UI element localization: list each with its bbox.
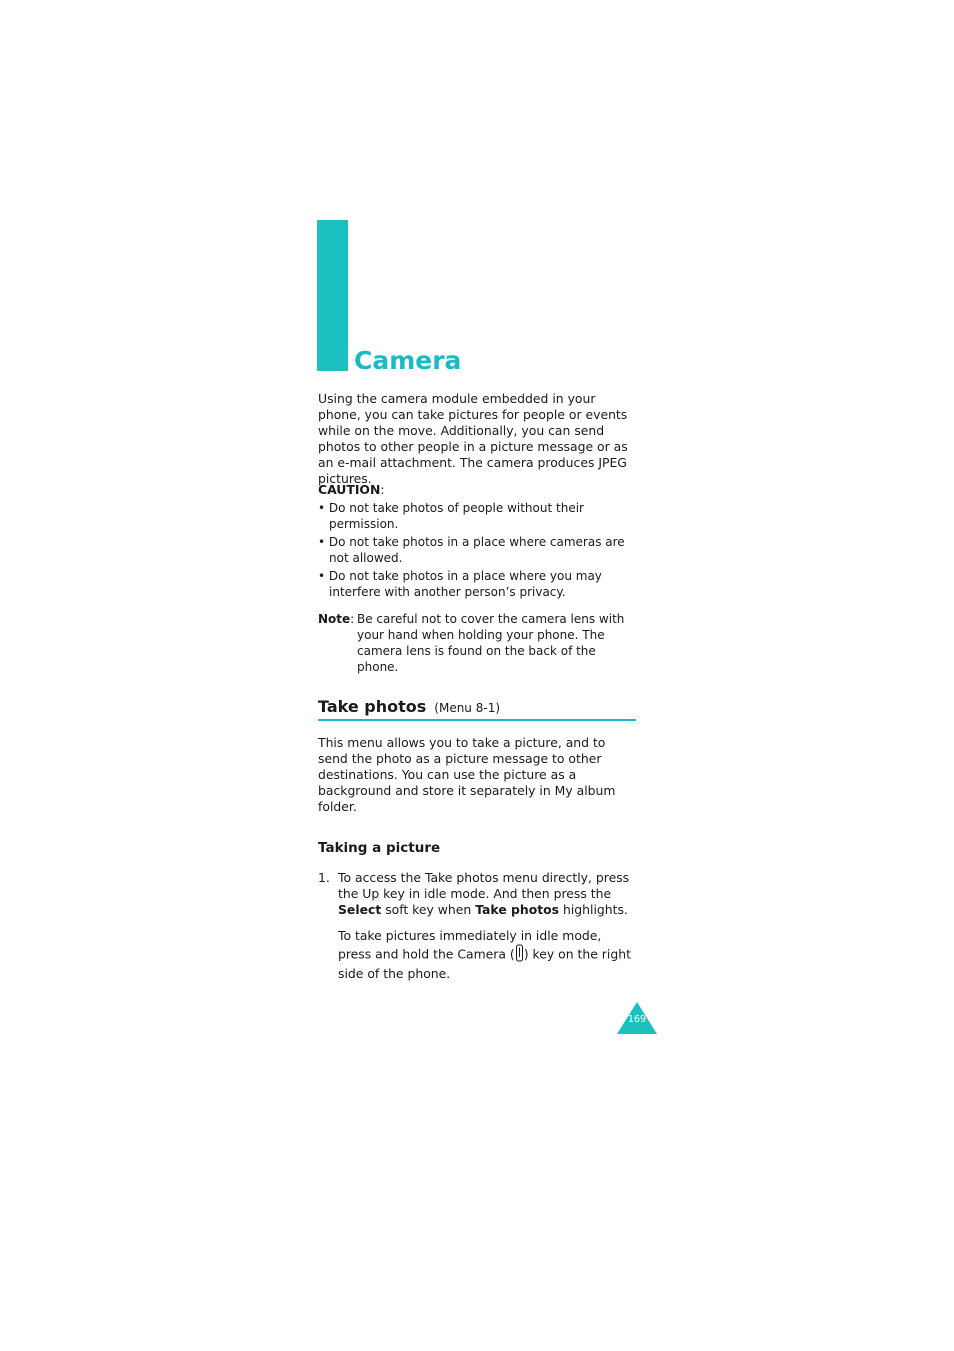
caution-label: CAUTION:: [318, 482, 385, 497]
section-title: Take photos: [318, 697, 427, 716]
note-label: Note: [318, 612, 351, 626]
caution-item: • Do not take photos of people without their permission.: [318, 501, 584, 531]
step-1: [318, 870, 638, 918]
step-detail-text: To take pictures immediately in idle mode, press and hold the Camera ( ) key on the right side of the phone.: [338, 928, 631, 981]
caution-item: • Do not take photos in a place where you may interfere with another person’s privacy.: [318, 569, 602, 599]
caution-list: [318, 500, 638, 602]
section-description: This menu allows you to take a picture, and to send the photo as a picture message to other destinations. You can use the picture as a background and store it separately in My album folder.: [318, 735, 616, 814]
menu-reference: (Menu 8-1): [434, 701, 501, 715]
note-text: Be careful not to cover the camera lens with your hand when holding your phone. The camera lens is found on the back of the phone.: [357, 612, 625, 674]
page-number: 169: [627, 1014, 647, 1025]
step-text: To access the Take photos menu directly, press the Up key in idle mode. And then press the Select soft key when Take photos highlights.: [338, 870, 630, 917]
section-heading: [318, 697, 636, 721]
chapter-title: Camera: [354, 346, 462, 375]
step-number: 1.: [318, 870, 330, 885]
caution-item: • Do not take photos in a place where cameras are not allowed.: [318, 535, 625, 565]
camera-key-icon: [515, 944, 524, 966]
page-number-badge: [617, 1002, 657, 1034]
subsection-title: Taking a picture: [318, 840, 441, 856]
intro-paragraph: Using the camera module embedded in your phone, you can take pictures for people or events while on the move. Additionally, you can send photos to other people in a picture message or as an e-mail attachment. The camera produces JPEG pictures.: [318, 391, 628, 486]
step-1-detail: [318, 928, 638, 982]
chapter-accent-bar: [317, 220, 348, 371]
note-block: Note: Be careful not to cover the camera lens with your hand when holding your phone. The camera lens is found on the back of the phone.: [318, 611, 638, 675]
